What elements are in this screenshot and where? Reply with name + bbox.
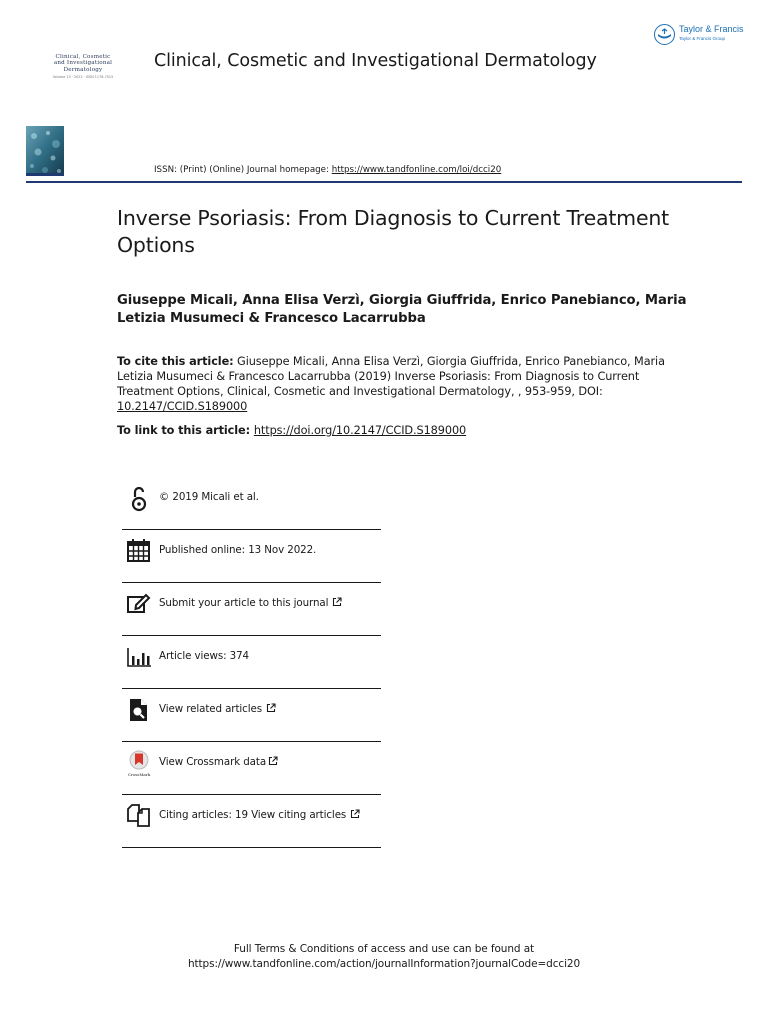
citing-row[interactable]	[122, 795, 381, 848]
article-meta-list	[122, 477, 381, 848]
journal-cover-image[interactable]	[26, 126, 64, 176]
article-title: Inverse Psoriasis: From Diagnosis to Current Treatment Options	[117, 206, 669, 257]
publisher-name: Taylor & Francis	[679, 24, 744, 34]
publisher-logo[interactable]	[654, 22, 746, 48]
published-row	[122, 530, 381, 583]
related-row[interactable]	[122, 689, 381, 742]
citing-articles-link[interactable]: Citing articles: 19 View citing articles	[159, 809, 347, 821]
citation-doi-link[interactable]: 10.2147/CCID.S189000	[117, 400, 248, 413]
copyright-row	[122, 477, 381, 530]
related-articles-link[interactable]: View related articles	[159, 703, 262, 715]
header-divider	[26, 181, 742, 183]
footer-terms	[0, 942, 768, 972]
external-link-icon	[268, 756, 278, 769]
issn-line	[154, 165, 501, 175]
edit-icon	[126, 591, 152, 617]
journal-logo	[44, 54, 122, 86]
journal-homepage-link[interactable]: https://www.tandfonline.com/loi/dcci20	[331, 165, 502, 175]
external-link-icon	[350, 809, 360, 822]
journal-title: Clinical, Cosmetic and Investigational Dermatology	[154, 51, 597, 71]
citation-block	[117, 354, 677, 414]
journal-logo-line4: Volume 15 · 2022 · ISSN 1178-7015	[52, 75, 114, 80]
copyright-text: © 2019 Micali et al.	[159, 491, 259, 503]
citation-text: Giuseppe Micali, Anna Elisa Verzì, Giorgia Giuffrida, Enrico Panebianco, Maria Letizia Musumeci & Francesco Lacarrubba (2019) Inverse Psoriasis: From Diagnosis to Current Treatment Options, Clinical, Cosmetic and Investigational Dermatology, , 953-959, DOI:	[117, 355, 665, 398]
crossmark-row[interactable]	[122, 742, 381, 795]
footer-terms-link[interactable]: https://www.tandfonline.com/action/journalInformation?journalCode=dcci20	[187, 958, 581, 970]
external-link-icon	[266, 703, 276, 716]
external-link-icon	[332, 597, 342, 610]
publisher-logo-icon	[654, 24, 675, 45]
crossmark-link[interactable]: View Crossmark data	[159, 756, 267, 768]
citation-label: To cite this article:	[117, 355, 234, 368]
submit-row[interactable]	[122, 583, 381, 636]
bar-chart-icon	[126, 644, 152, 670]
journal-logo-line2: and Investigational	[53, 60, 113, 67]
views-row	[122, 636, 381, 689]
article-authors: Giuseppe Micali, Anna Elisa Verzì, Giorgia Giuffrida, Enrico Panebianco, Maria Letizia Musumeci & Francesco Lacarrubba	[117, 293, 687, 326]
article-views: Article views: 374	[159, 650, 249, 662]
journal-logo-line3: Dermatology	[63, 66, 103, 73]
footer-line1: Full Terms & Conditions of access and use can be found at	[233, 943, 535, 955]
calendar-icon	[126, 538, 152, 564]
article-link-row	[117, 424, 466, 437]
article-link-label: To link to this article:	[117, 424, 254, 437]
crossmark-icon-label: CrossMark	[127, 772, 151, 777]
journal-logo-line1: Clinical, Cosmetic	[55, 54, 111, 60]
crossmark-icon	[126, 750, 152, 776]
article-doi-url[interactable]: https://doi.org/10.2147/CCID.S189000	[253, 424, 467, 437]
related-search-icon	[126, 697, 152, 723]
published-date: Published online: 13 Nov 2022.	[159, 544, 317, 556]
issn-text: ISSN: (Print) (Online) Journal homepage:	[154, 165, 332, 175]
open-access-icon	[126, 485, 152, 511]
submit-article-link[interactable]: Submit your article to this journal	[159, 597, 329, 609]
publisher-group: Taylor & Francis Group	[679, 36, 726, 41]
citing-articles-icon	[126, 803, 152, 829]
